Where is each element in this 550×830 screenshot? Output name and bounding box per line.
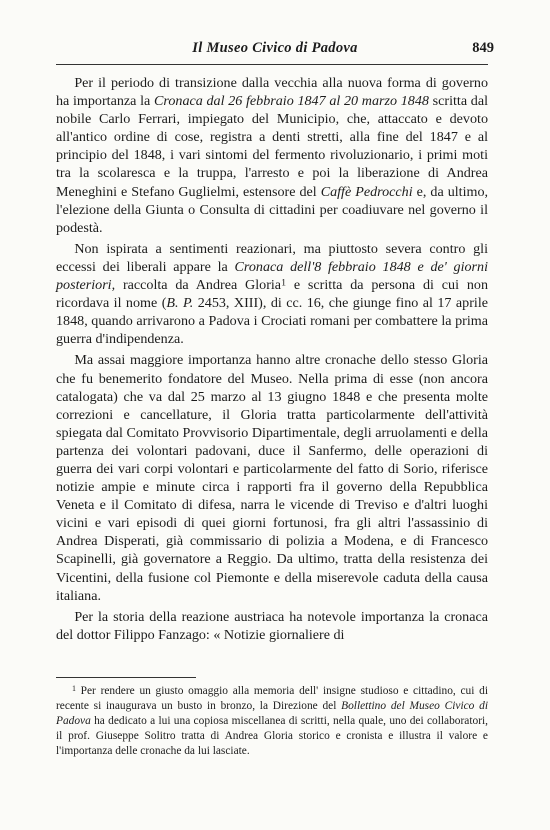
p1-text-c: scritta dal nobile Carlo Ferrari, impiegato del Municipio, che, attaccato e devoto all'antico ordine di cose, registra a denti stretti, alla fine del 1847 e al principio del 1848, i vari sintomi del fermento rivoluzionario, i primi moti tra la scolaresca e la truppa, l'arresto e poi la liberazione di Andrea Meneghini e Stefano Guglielmi, estensore del [56, 93, 488, 200]
p1-text-e: e, da ultimo, l'elezione della Giunta o Consulta di cittadini per coadiuvare nel governo il podestà. [56, 183, 489, 236]
p1-title-cronaca: Cronaca dal 26 febbraio 1847 al 20 marzo 1848 [153, 93, 429, 110]
footnote [56, 684, 488, 759]
body-text [56, 74, 488, 644]
footnote-mark: 1 [71, 684, 76, 694]
paragraph-1 [56, 74, 488, 237]
footnote-text-a: Per rendere un giusto omaggio alla memoria dell' insigne studioso e cittadino, cui di recente si inaugurava un busto in bronzo, la Direzione del [56, 685, 488, 713]
page-number: 849 [472, 40, 494, 56]
p2-text-d: e scritta da persona di cui non ricordava il nome ( [56, 277, 488, 312]
p1-title-caffe: Caffè Pedrocchi [320, 183, 413, 200]
header-rule [56, 64, 488, 65]
page-header [0, 40, 550, 60]
footnote-text-c: ha dedicato a lui una copiosa miscellanea di scritti, nella quale, uno dei collaboratori, il prof. Giuseppe Solitro tratta di Andrea Gloria storico e cronista e illustra il valore e l'importanza delle cronache da lui lasciate. [56, 715, 488, 758]
paragraph-2 [56, 240, 488, 349]
footnote-bollettino-title: Bollettino del Museo Civico di Padova [56, 700, 488, 728]
running-title: Il Museo Civico di Padova [192, 40, 358, 56]
p2-abbrev-bp: B. P. [166, 295, 194, 312]
footnote-reference[interactable]: 1 [281, 277, 286, 289]
footnote-rule [56, 677, 196, 678]
p2-text-c: raccolta da Andrea Gloria [115, 277, 282, 294]
p2-text-a: Non ispirata a sentimenti reazionari, ma piuttosto severa contro gli eccessi dei liberali appare la [56, 240, 488, 275]
p1-text-a: Per il periodo di transizione dalla vecchia alla nuova forma di governo ha importanza la [56, 75, 488, 110]
p2-title-cronaca: Cronaca dell'8 febbraio 1848 e de' giorni posteriori, [56, 258, 488, 294]
paragraph-3: Ma assai maggiore importanza hanno altre cronache dello stesso Gloria che fu benemerito fondatore del Museo. Nella prima di esse (non ancora catalogata) che va dal 25 marzo al 13 giugno 1848 e che presenta molte correzioni e cancellature, il Gloria tratta particolarmente dell'attività spiegata dal Comitato Provvisorio Dipartimentale, degli arruolamenti e della partenza dei volontari padovani, duce il Sanfermo, delle operazioni di guerra dei vari corpi volontari e particolarmente del fatto di Sorio, riferisce notizie ampie e minute circa i rapporti fra il governo della Repubblica Veneta e il Comitato di difesa, narra le vicende di Treviso e d'altri luoghi vicini e vari episodi di quei giorni fortunosi, fra gli altri l'assassinio di Andrea Disperati, già commissario di polizia a Modena, e di Francesco Scapinelli, già governatore a Reggio. Da ultimo, tratta della resistenza dei Vicentini, della fusione col Piemonte e della miserevole caduta della causa italiana. [56, 352, 488, 604]
p2-text-f: 2453, XIII), di cc. 16, che giunge fino al 17 aprile 1848, quando arrivarono a Padova i Crociati romani per combattere la prima guerra d'indipendenza. [56, 295, 488, 348]
paragraph-4: Per la storia della reazione austriaca ha notevole importanza la cronaca del dottor Filippo Fanzago: « Notizie giornaliere di [56, 608, 488, 643]
